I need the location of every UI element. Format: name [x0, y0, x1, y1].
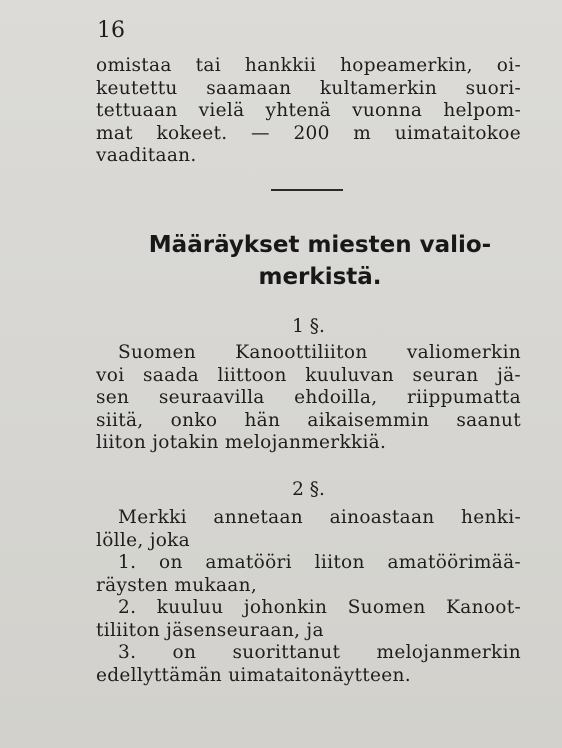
text-line: räysten mukaan,	[96, 574, 258, 596]
intro-paragraph	[96, 55, 521, 168]
text-line: edellyttämän uimataitonäytteen.	[96, 664, 411, 686]
text-line: Suomen Kanoottiliiton valiomerkin	[118, 342, 521, 363]
text-line: vaaditaan.	[96, 145, 197, 166]
page-number: 16	[97, 18, 125, 43]
paragraph-mark-2: 2 §.	[292, 479, 325, 500]
section-divider	[271, 189, 343, 191]
text-line: lölle, joka	[96, 529, 191, 551]
text-line: siitä, onko hän aikaisemmin saanut	[96, 409, 521, 431]
text-line: sen seuraavilla ehdoilla, riippumatta	[96, 387, 521, 408]
text-line: keutettu saamaan kultamerkin suori-	[96, 77, 521, 99]
heading-line: Määräykset miesten valio-	[148, 232, 492, 258]
section-2-paragraph	[96, 507, 521, 687]
list-item-2: 2. kuuluu johonkin Suomen Kanoot-	[118, 597, 521, 618]
section-1-paragraph	[96, 342, 521, 455]
paragraph-mark-1: 1 §.	[292, 316, 325, 337]
text-line: Merkki annetaan ainoastaan henki-	[118, 507, 521, 528]
heading-line: merkistä.	[258, 264, 382, 290]
text-line: voi saada liittoon kuuluvan seuran jä-	[96, 364, 521, 386]
text-line: omistaa tai hankkii hopeamerkin, oi-	[96, 55, 521, 76]
section-heading	[120, 229, 520, 293]
text-line: liiton jotakin melojanmerkkiä.	[96, 432, 387, 453]
text-line: mat kokeet. — 200 m uimataitokoe	[96, 122, 521, 144]
list-item-3: 3. on suorittanut melojanmerkin	[118, 642, 521, 663]
text-line: tiliiton jäsenseuraan, ja	[96, 619, 324, 641]
list-item-1: 1. on amatööri liiton amatöörimää-	[118, 552, 521, 573]
text-line: tettuaan vielä yhtenä vuonna helpom-	[96, 100, 521, 121]
